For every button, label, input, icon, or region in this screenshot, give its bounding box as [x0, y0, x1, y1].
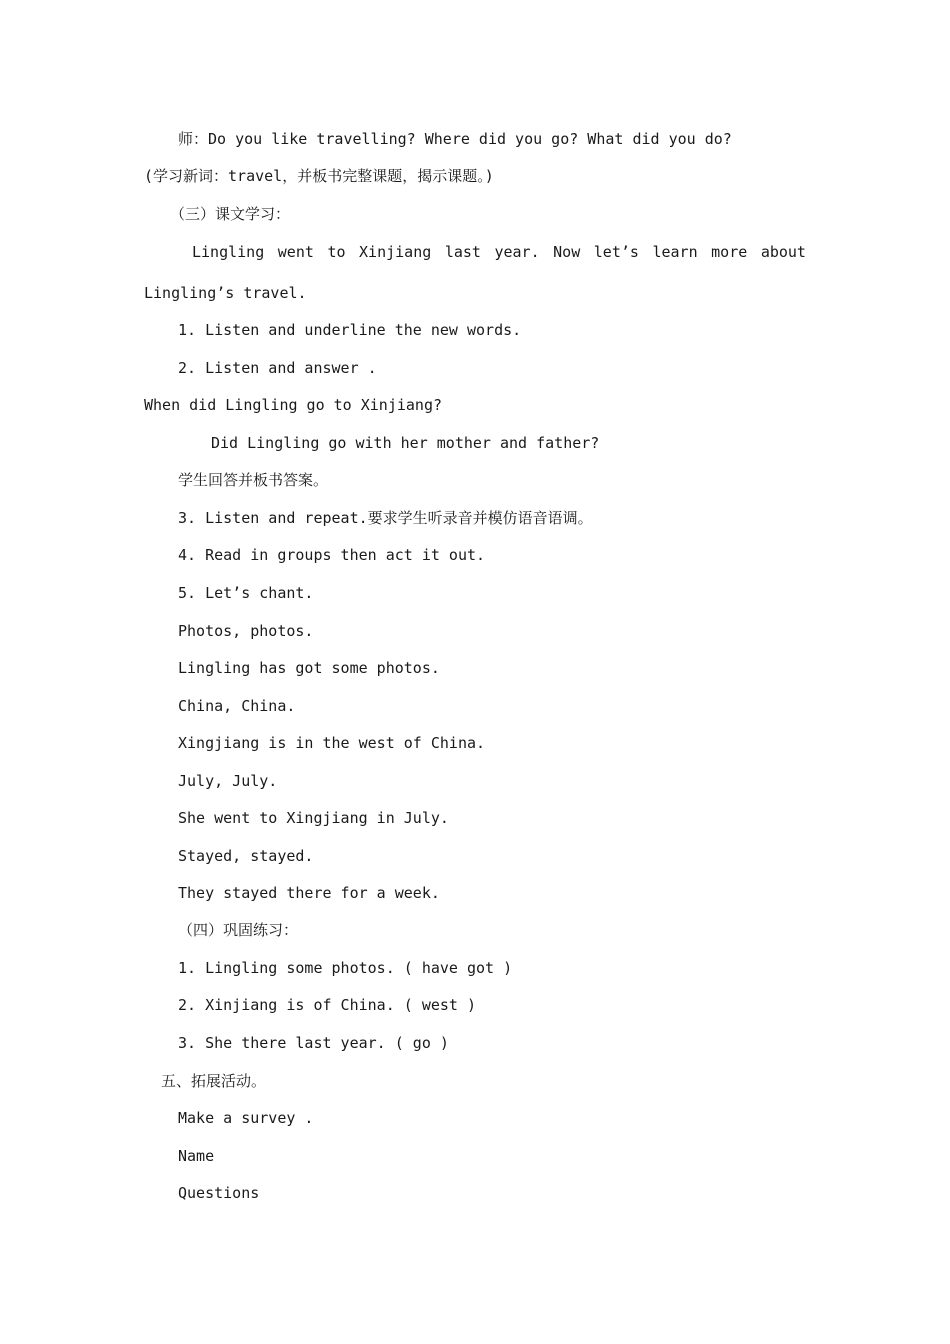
step-4: 4. Read in groups then act it out.	[178, 546, 486, 564]
intro-word: Xinjiang	[359, 243, 432, 261]
chant-line: July, July.	[178, 772, 278, 790]
section-3-heading: （三）课文学习：	[170, 205, 291, 223]
intro-word: went	[277, 243, 314, 261]
intro-word: let’s	[593, 243, 639, 261]
exercise-1: 1. Lingling some photos. ( have got )	[178, 959, 513, 977]
intro-word: learn	[652, 243, 698, 261]
survey-name-label: Name	[178, 1147, 215, 1165]
step-5: 5. Let’s chant.	[178, 584, 314, 602]
intro-word: last	[444, 243, 481, 261]
new-word-note: (学习新词：travel，并板书完整课题，揭示课题。)	[144, 167, 494, 185]
question-2: Did Lingling go with her mother and father?	[211, 434, 600, 452]
intro-paragraph-line-2: Lingling’s travel.	[144, 284, 307, 302]
intro-word: more	[711, 243, 748, 261]
survey-questions-label: Questions	[178, 1184, 260, 1202]
intro-word: to	[327, 243, 346, 261]
step-3: 3. Listen and repeat.要求学生听录音并模仿语音语调。	[178, 509, 593, 527]
answer-note: 学生回答并板书答案。	[178, 471, 329, 489]
step-1: 1. Listen and underline the new words.	[178, 321, 522, 339]
chant-line: Xingjiang is in the west of China.	[178, 734, 486, 752]
intro-word: Now	[553, 243, 581, 261]
survey-instruction: Make a survey .	[178, 1109, 314, 1127]
question-1: When did Lingling go to Xinjiang?	[144, 396, 443, 414]
chant-line: They stayed there for a week.	[178, 884, 440, 902]
chant-line: China, China.	[178, 697, 296, 715]
intro-word: about	[760, 243, 806, 261]
intro-word: Lingling	[192, 243, 265, 261]
section-5-heading: 五、拓展活动。	[161, 1072, 267, 1090]
chant-line: Photos, photos.	[178, 622, 314, 640]
step-2: 2. Listen and answer .	[178, 359, 377, 377]
chant-line: Lingling has got some photos.	[178, 659, 440, 677]
exercise-3: 3. She there last year. ( go )	[178, 1034, 449, 1052]
teacher-question: 师：Do you like travelling? Where did you go? What did you do?	[178, 130, 732, 148]
intro-paragraph-line-1	[192, 242, 806, 262]
section-4-heading: （四）巩固练习：	[178, 921, 299, 939]
exercise-2: 2. Xinjiang is of China. ( west )	[178, 996, 477, 1014]
chant-line: Stayed, stayed.	[178, 847, 314, 865]
chant-line: She went to Xingjiang in July.	[178, 809, 449, 827]
intro-word: year.	[494, 243, 540, 261]
